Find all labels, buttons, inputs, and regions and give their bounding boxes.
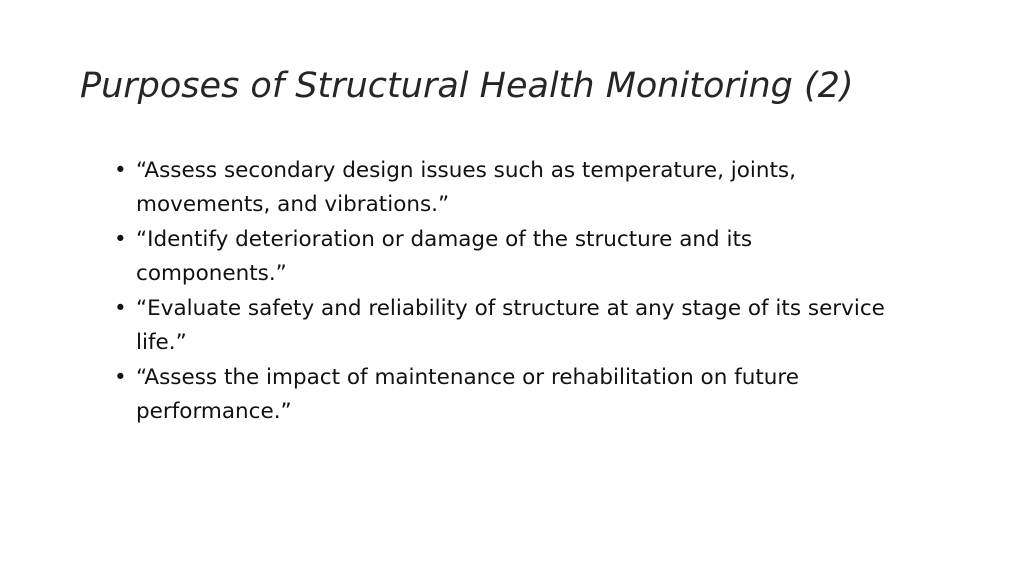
bullet-item-1 bbox=[114, 154, 904, 222]
bullet-item-4 bbox=[114, 361, 904, 429]
bullet-item-3 bbox=[114, 292, 904, 360]
bullet-text: “Evaluate safety and reliability of structure at any stage of its service life.” bbox=[136, 296, 885, 355]
bullet-item-2 bbox=[114, 223, 904, 291]
bullet-list bbox=[114, 154, 904, 430]
bullet-text: “Identify deterioration or damage of the structure and its components.” bbox=[136, 227, 753, 286]
bullet-text: “Assess secondary design issues such as temperature, joints, movements, and vibrations.” bbox=[136, 158, 796, 217]
bullet-text: “Assess the impact of maintenance or rehabilitation on future performance.” bbox=[136, 365, 800, 424]
bullet-icon: • bbox=[114, 227, 127, 252]
slide-title: Purposes of Structural Health Monitoring (2) bbox=[80, 66, 854, 106]
bullet-icon: • bbox=[114, 365, 127, 390]
bullet-icon: • bbox=[114, 296, 127, 321]
bullet-icon: • bbox=[114, 158, 127, 183]
